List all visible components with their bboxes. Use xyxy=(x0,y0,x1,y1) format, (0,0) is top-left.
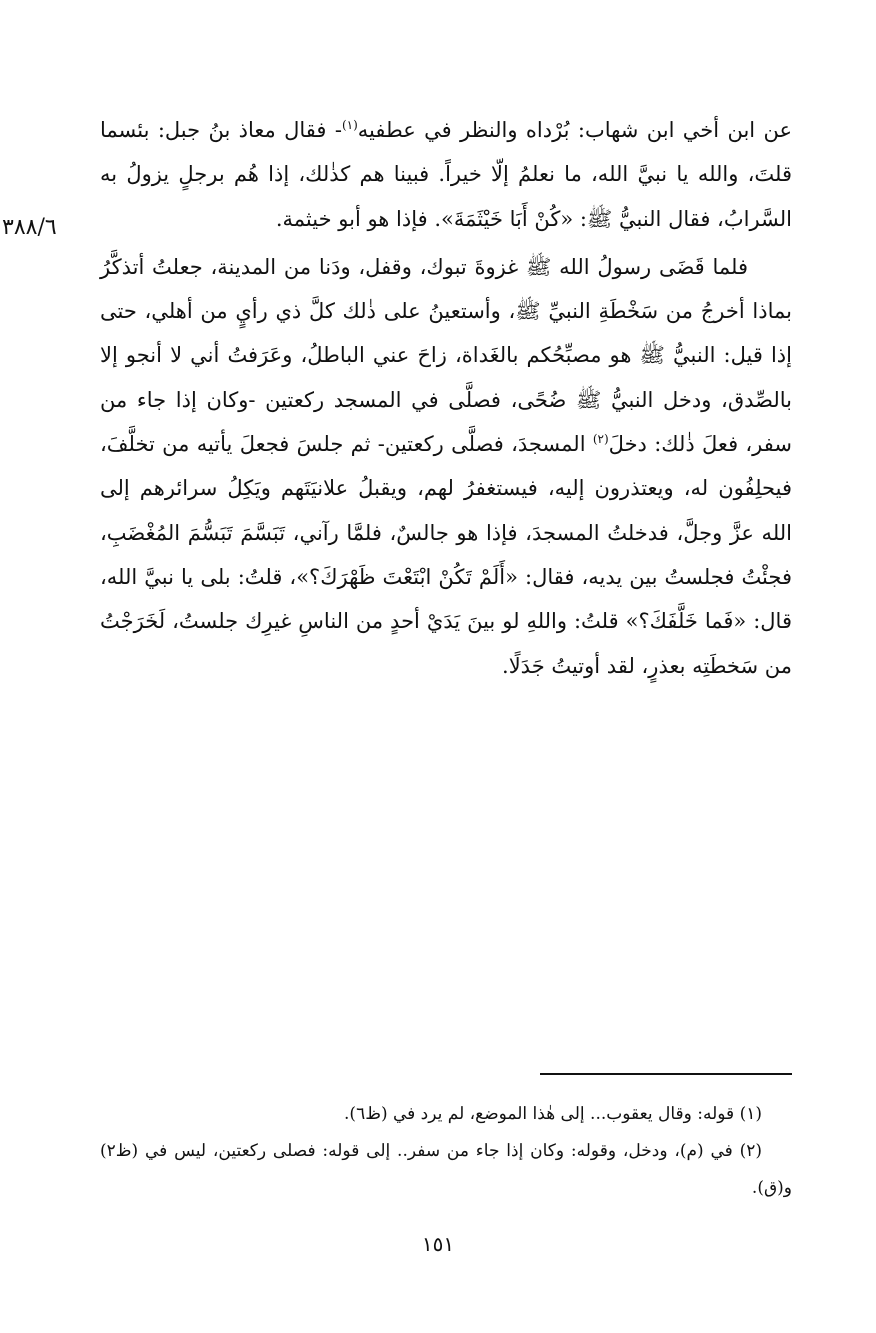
footnote-marker-2: (٢) xyxy=(592,432,609,447)
paragraph-2-part-1: فلما قَضَى رسولُ الله ﷺ غزوةَ تبوك، وقفل، ودَنا من المدينة، جعلتُ أتذكَّرُ بماذا أخرجُ من سَخْطَةِ النبيِّ ﷺ، وأستعينُ على ذٰلك كلَّ ذي رأيٍ من أهلي، حتى إذا قيل: النبيُّ ﷺ هو مصبِّحُكم بالغَداة، زاحَ عني الباطلُ، وعَرَفتُ أني لا أنجو إلا بالصِّدق، ودخل النبيُّ ﷺ ضُحًى، فصلَّى في المسجد ركعتين -وكان إذا جاء من سفر، فعلَ ذٰلك: دخلَ xyxy=(100,254,792,457)
main-text xyxy=(100,108,792,688)
footnote-divider xyxy=(540,1073,792,1075)
paragraph-2 xyxy=(100,245,792,688)
footnote-2: (٢) في (م)، ودخل، وقوله: وكان إذا جاء من سفر.. إلى قوله: فصلى ركعتين، ليس في (ظ٢) و(ق). xyxy=(100,1141,792,1198)
paragraph-2-part-2: المسجدَ، فصلَّى ركعتين- ثم جلسَ فجعلَ يأتيه من تخلَّفَ، فيحلِفُون له، ويعتذرون إليه، فيستغفرُ لهم، ويقبلُ علانيَتَهم ويَكِلُ سرائرهم إلى الله عزَّ وجلَّ، فدخلتُ المسجدَ، فإذا هو جالسٌ، فلمَّا رآني، تَبَسَّمَ تَبَسُّمَ المُغْضَبِ، فجئْتُ فجلستُ بين يديه، فقال: «أَلَمْ تَكُنْ ابْتَعْتَ ظَهْرَكَ؟»، قلتُ: بلى يا نبيَّ الله، قال: «فَما خَلَّفَكَ؟» قلتُ: واللهِ لو بينَ يَدَيْ أحدٍ من الناسِ غيرِك جلستُ، لَخَرَجْتُ من سَخطَتِه بعذرٍ، لقد أوتيتُ جَدَلًا. xyxy=(100,432,792,678)
margin-reference: ٣٨٨/٦ xyxy=(2,215,57,240)
footnote-1: (١) قوله: وقال يعقوب... إلى هٰذا الموضع، لم يرد في (ظ٦). xyxy=(344,1104,762,1124)
paragraph-1 xyxy=(100,108,792,241)
paragraph-1-part-1: عن ابن أخي ابن شهاب: بُرْداه والنظر في عطفيه xyxy=(357,118,792,142)
footnote-marker-1: (١) xyxy=(341,118,358,132)
footnotes xyxy=(100,1096,792,1207)
page-number: ١٥١ xyxy=(421,1232,455,1256)
paragraph-1-part-2: - فقال معاذ بنُ جبل: بئسما قلتَ، والله يا نبيَّ الله، ما نعلمُ إلّا خيراً. فبينا هم كذٰلك، إذا هُم برجلٍ يزولُ به السَّرابُ، فقال النبيُّ ﷺ: «كُنْ أَبَا خَيْثَمَةَ». فإذا هو أبو خيثمة. xyxy=(100,118,792,231)
